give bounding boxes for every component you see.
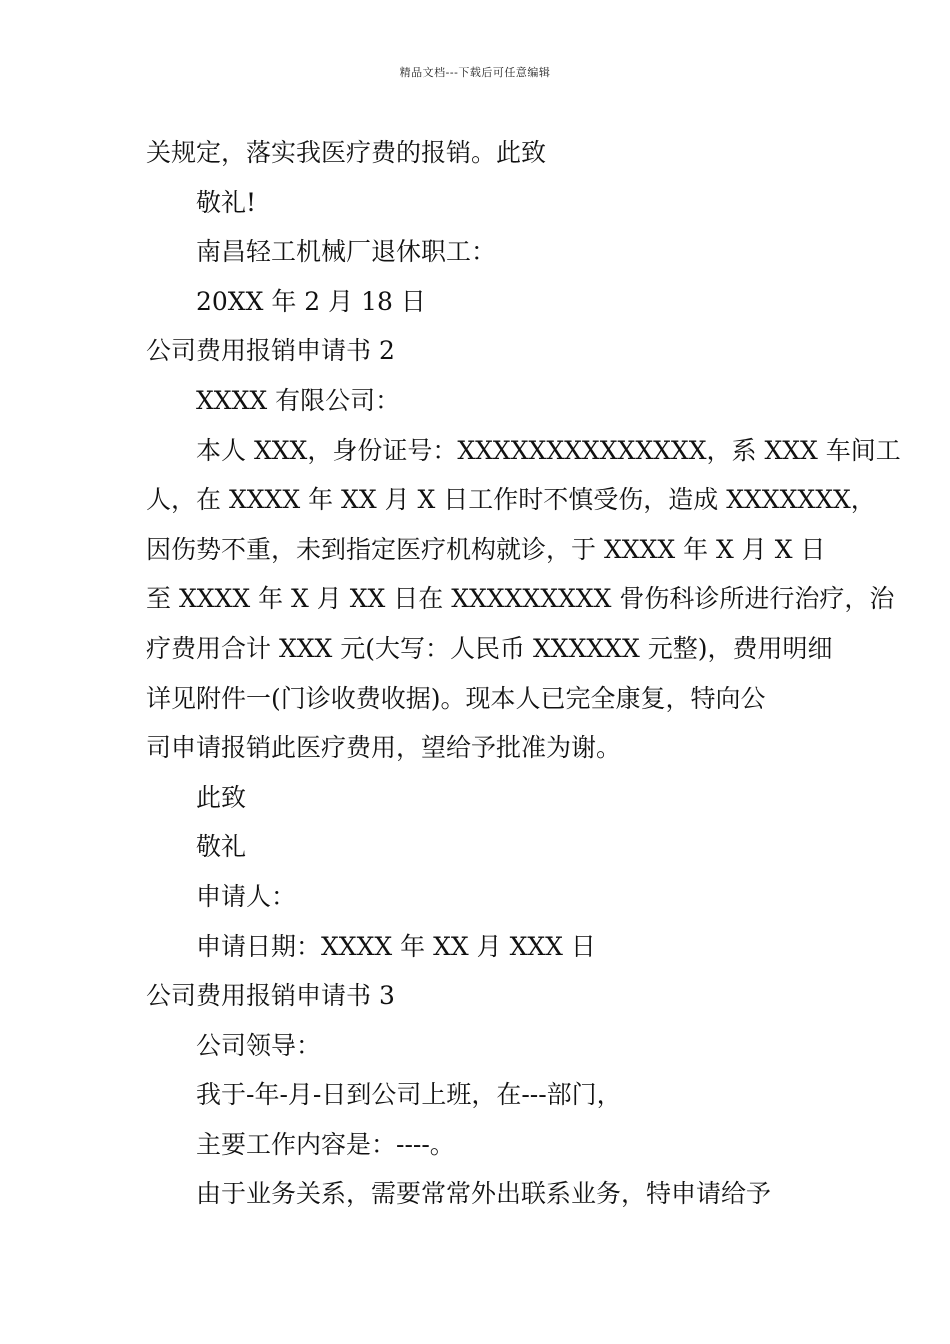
text-line: 申请人： (196, 881, 297, 911)
text-line: 公司费用报销申请书 3 (146, 981, 395, 1011)
text-line: 详见附件一(门诊收费收据)。现本人已完全康复，特向公 (146, 683, 766, 713)
text-line: 主要工作内容是：----。 (196, 1129, 455, 1159)
document-body (146, 128, 901, 1219)
text-line: 申请日期：XXXX 年 XX 月 XXX 日 (196, 931, 596, 961)
text-line: 公司费用报销申请书 2 (146, 336, 395, 366)
text-line: 本人 XXX，身份证号：XXXXXXXXXXXXXX，系 XXX 车间工 (196, 435, 901, 465)
text-line: 人，在 XXXX 年 XX 月 X 日工作时不慎受伤，造成 XXXXXXX， (146, 485, 876, 515)
text-line: 此致 (196, 782, 247, 812)
text-line: 关规定，落实我医疗费的报销。此致 (146, 138, 547, 167)
text-line: 疗费用合计 XXX 元(大写：人民币 XXXXXX 元整)，费用明细 (146, 633, 833, 663)
text-line: 敬礼 (196, 832, 247, 862)
text-line: 因伤势不重，未到指定医疗机构就诊，于 XXXX 年 X 月 X 日 (146, 534, 826, 564)
text-line: 司申请报销此医疗费用，望给予批准为谢。 (146, 733, 622, 763)
text-line: XXXX 有限公司： (196, 385, 401, 415)
text-line: 敬礼! (196, 187, 257, 217)
text-line: 至 XXXX 年 X 月 XX 日在 XXXXXXXXX 骨伤科诊所进行治疗，治 (146, 584, 895, 614)
page-header: 精品文档---下载后可任意编辑 (399, 66, 551, 79)
text-line: 南昌轻工机械厂退休职工： (196, 237, 497, 267)
text-line: 由于业务关系，需要常常外出联系业务，特申请给予 (196, 1179, 772, 1209)
text-line: 我于-年-月-日到公司上班，在---部门， (196, 1080, 622, 1110)
text-line: 公司领导： (196, 1030, 322, 1060)
text-line: 20XX 年 2 月 18 日 (196, 286, 426, 316)
